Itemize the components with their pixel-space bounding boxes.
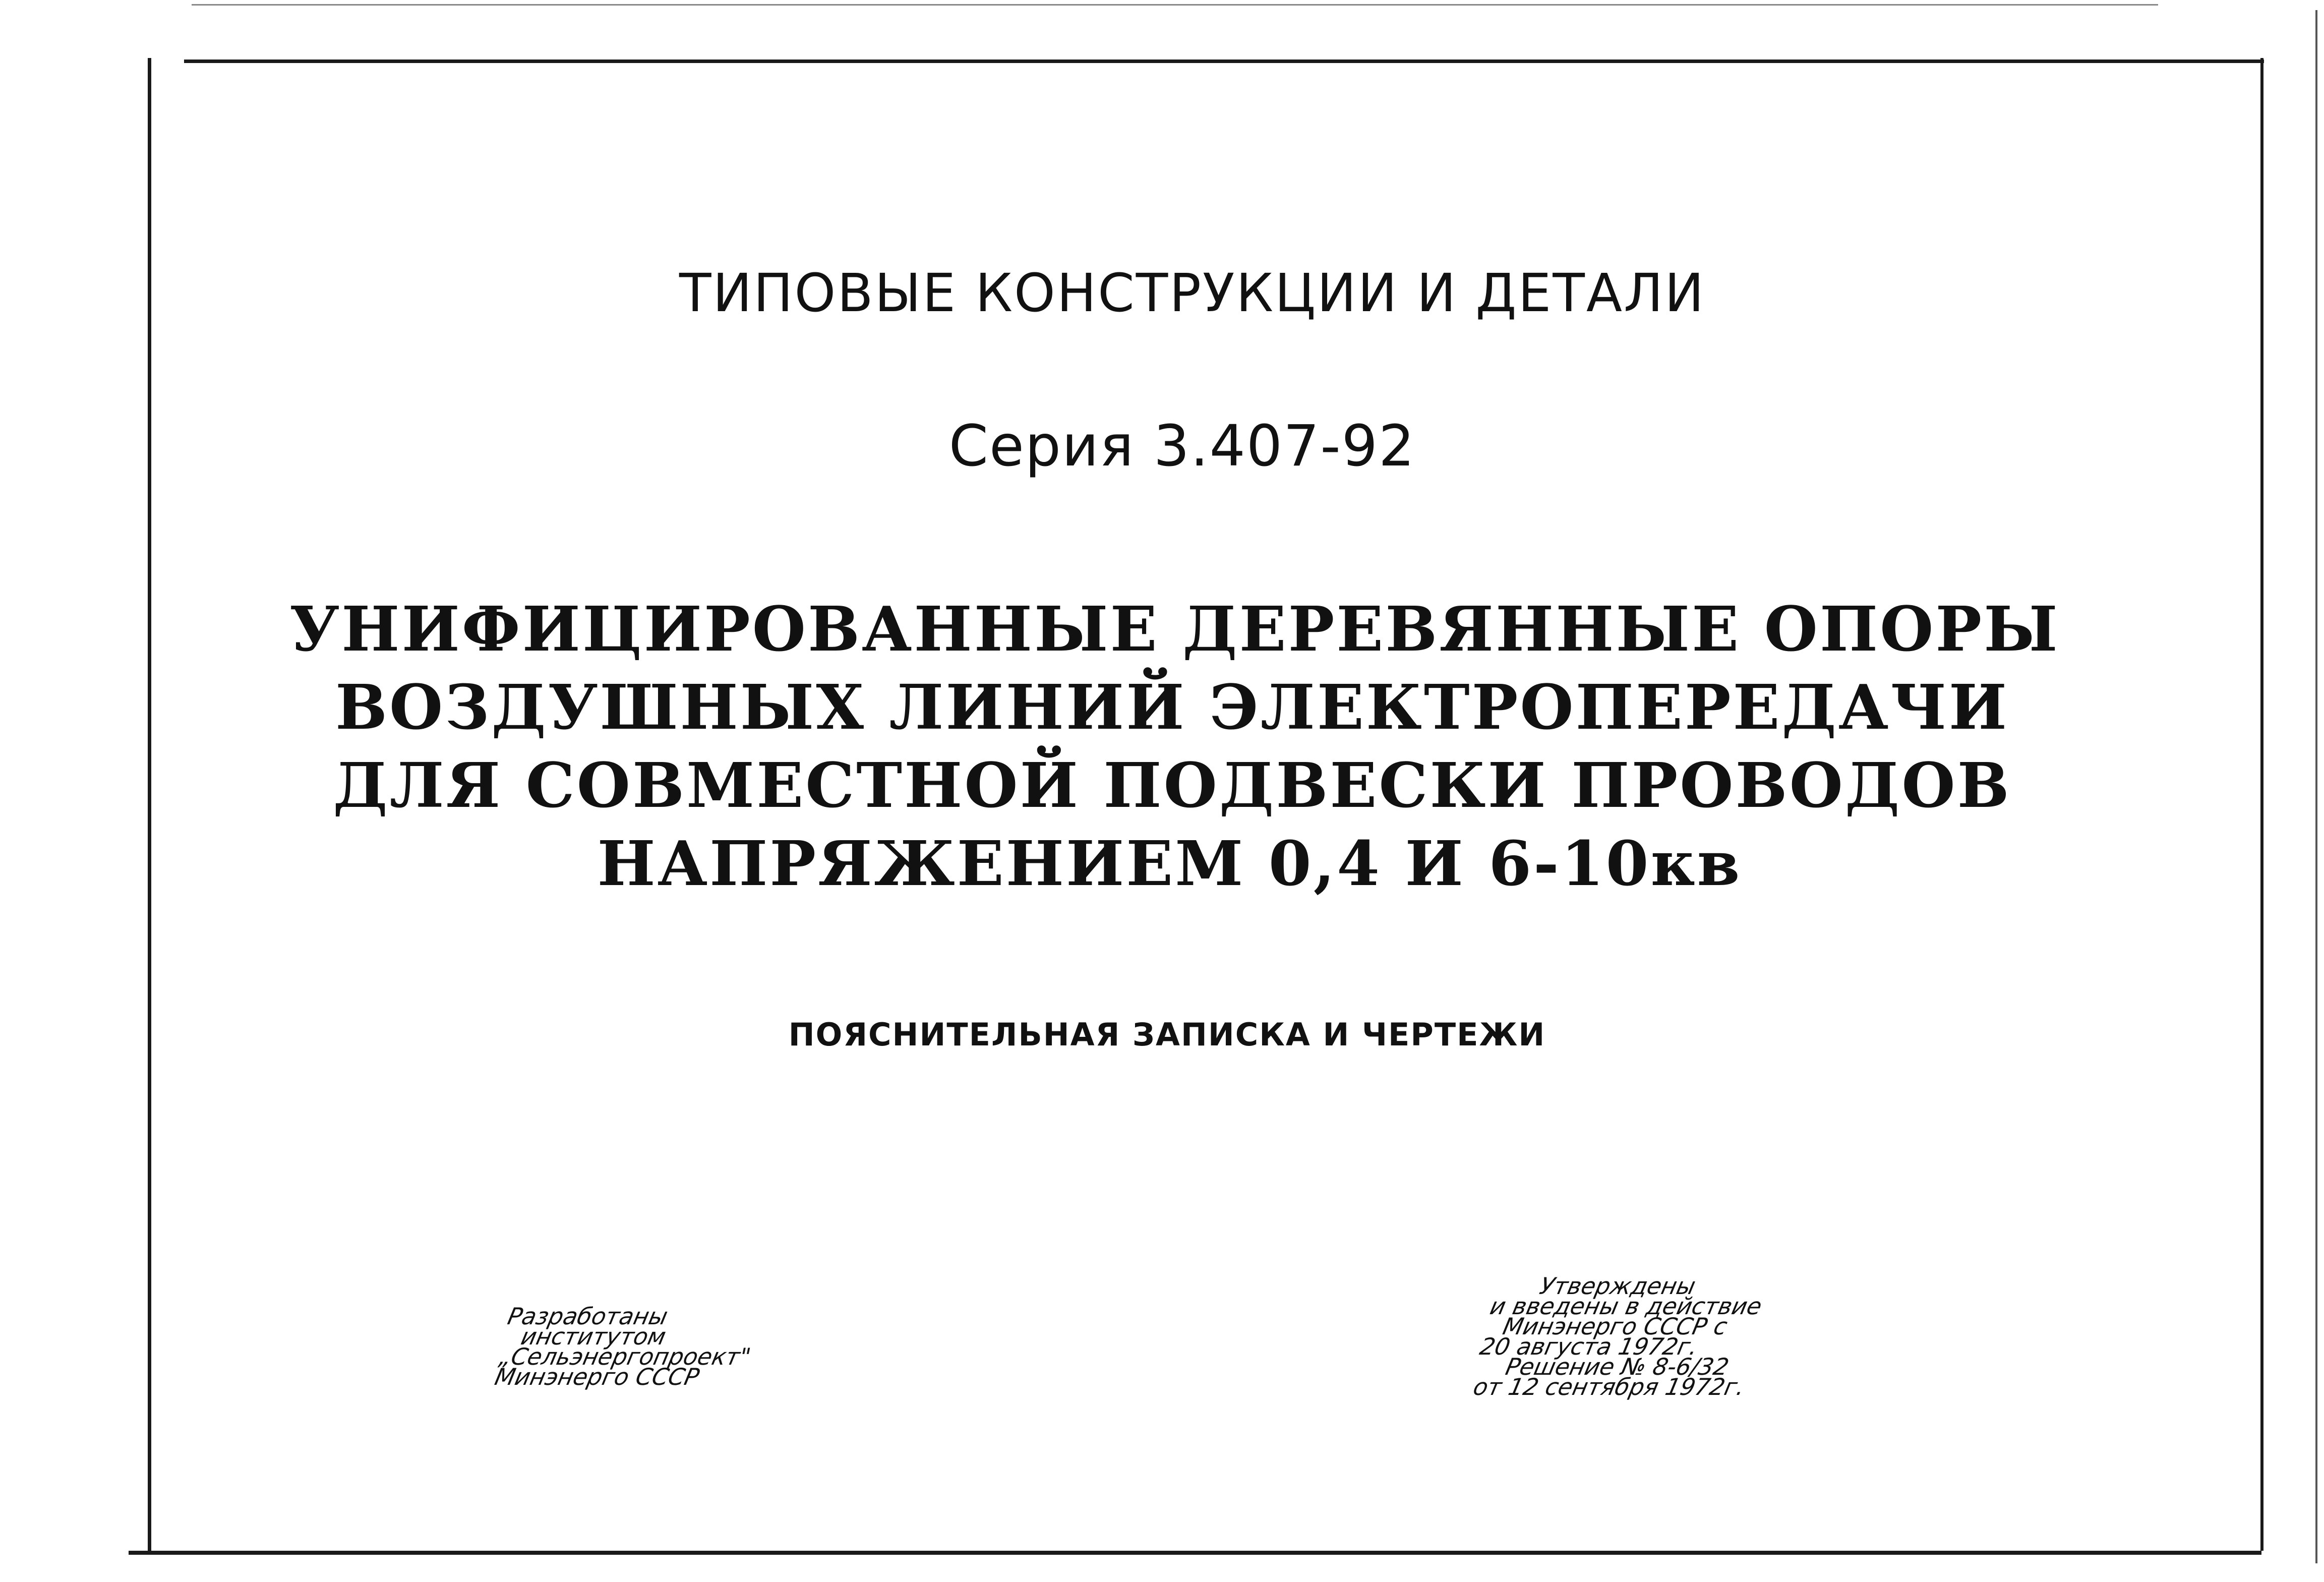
approval-note-line: Минэнерго СССР с	[1500, 1313, 1730, 1340]
document-title-line-4: НАПРЯЖЕНИЕМ 0,4 И 6-10кв	[597, 827, 1742, 900]
document-title-line-2: ВОЗДУШНЫХ ЛИНИЙ ЭЛЕКТРОПЕРЕДАЧИ	[335, 671, 2009, 743]
approval-note-line: от 12 сентября 1972г.	[1471, 1373, 1748, 1400]
developer-note-line: институтом	[518, 1323, 669, 1350]
document-subtitle: ПОЯСНИТЕЛЬНАЯ ЗАПИСКА И ЧЕРТЕЖИ	[788, 1016, 1546, 1053]
approval-note-line: Решение № 8-6/32	[1503, 1353, 1732, 1380]
frame-border-top	[184, 60, 2264, 63]
developer-note	[492, 1303, 761, 1390]
approval-note-line: и введены в действие	[1487, 1293, 1765, 1320]
series-number: Серия 3.407-92	[948, 414, 1416, 479]
approval-note-line: 20 августа 1972г.	[1477, 1333, 1701, 1360]
developer-note-line: Разработаны	[505, 1303, 671, 1330]
series-category-heading: ТИПОВЫЕ КОНСТРУКЦИИ И ДЕТАЛИ	[679, 262, 1706, 324]
developer-note-line: Минэнерго СССР	[492, 1363, 702, 1390]
approval-note	[1469, 1272, 1768, 1400]
document-title-line-3: ДЛЯ СОВМЕСТНОЙ ПОДВЕСКИ ПРОВОДОВ	[333, 749, 2011, 822]
developer-note-line: „Сельэнергопроект"	[497, 1343, 753, 1370]
document-title-line-1: УНИФИЦИРОВАННЫЕ ДЕРЕВЯННЫЕ ОПОРЫ	[289, 593, 2060, 665]
scan-edge-top	[192, 4, 2158, 6]
frame-border-bottom	[129, 1551, 2261, 1555]
approval-note-line: Утверждены	[1537, 1272, 1698, 1300]
